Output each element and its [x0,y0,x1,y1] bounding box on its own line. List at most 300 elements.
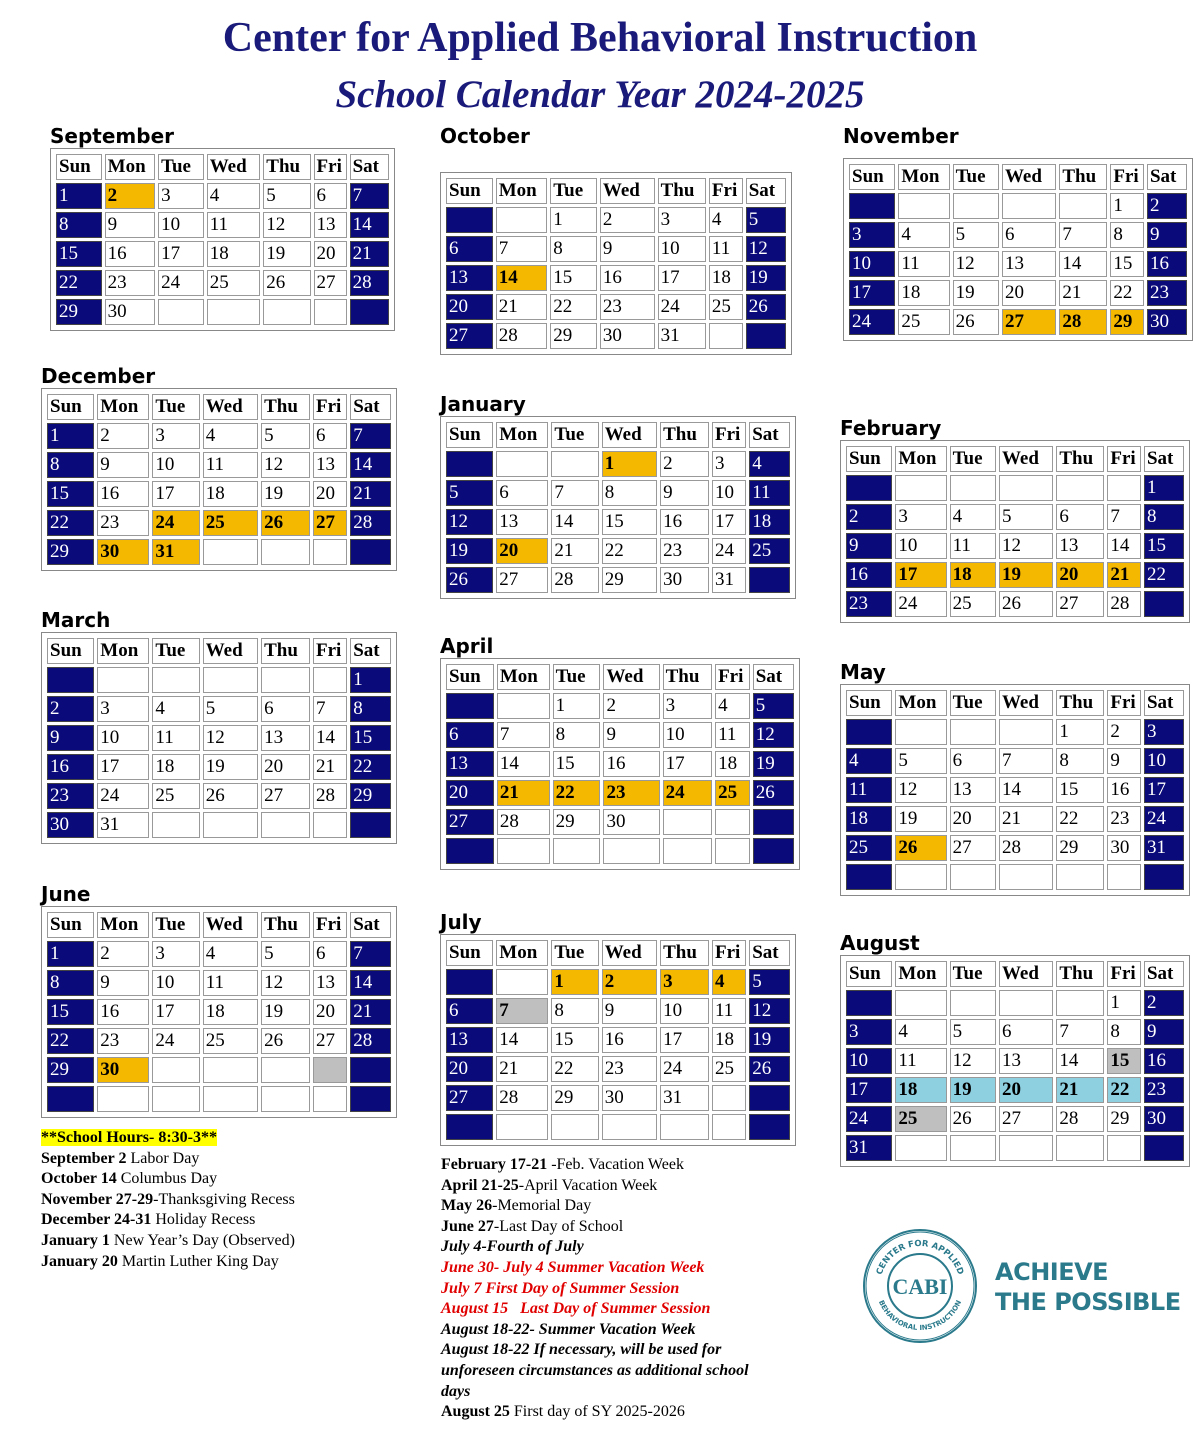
day-cell: 17 [152,481,199,507]
day-cell: 7 [1107,504,1141,530]
day-cell: 14 [496,1027,548,1053]
day-cell: 11 [715,722,750,748]
day-cell: 2 [97,423,149,449]
empty-cell [999,990,1053,1016]
day-cell: 7 [350,183,389,209]
day-cell: 21 [496,294,548,320]
day-cell: 20 [446,780,494,806]
day-cell: 9 [1144,1019,1184,1045]
empty-cell [497,838,550,864]
day-cell: 12 [261,452,310,478]
day-header: Tue [553,664,601,690]
day-header: Fri [715,664,750,690]
day-cell: 1 [1144,475,1184,501]
day-cell: 19 [950,1077,996,1103]
day-cell: 15 [550,265,597,291]
day-cell: 7 [551,480,598,506]
tagline-1: ACHIEVE [995,1258,1109,1286]
day-cell: 16 [97,481,149,507]
day-cell: 29 [56,299,102,325]
day-header: Fri [709,178,743,204]
empty-cell [753,809,794,835]
calendar-grid [843,958,1187,1164]
day-cell: 10 [152,970,199,996]
empty-cell [47,1086,94,1112]
day-cell: 22 [550,294,597,320]
note-item: September 2 Labor Day [41,1149,200,1167]
empty-cell [1144,591,1184,617]
note-item-red: August 15 Last Day of Summer Session [441,1300,711,1318]
note-item: January 20 Martin Luther King Day [41,1252,279,1270]
empty-cell [660,1114,709,1140]
month-name: July [440,910,482,934]
day-cell: 3 [663,693,713,719]
day-cell: 22 [47,510,94,536]
empty-cell [496,1114,548,1140]
day-cell: 10 [660,998,709,1024]
day-cell: 28 [497,809,550,835]
day-header: Thu [1056,961,1104,987]
day-header: Mon [496,422,548,448]
empty-cell [999,1135,1053,1161]
page-subtitle: School Calendar Year 2024-2025 [335,73,865,116]
empty-cell [950,475,996,501]
empty-cell [895,475,946,501]
empty-cell [551,1114,598,1140]
day-cell: 2 [1147,193,1187,219]
day-cell: 20 [313,999,347,1025]
day-cell: 9 [600,236,655,262]
empty-cell [1107,475,1141,501]
empty-cell [446,693,494,719]
empty-cell [350,539,391,565]
day-header: Fri [1107,961,1141,987]
calendar-grid [443,937,793,1143]
day-cell: 25 [203,510,258,536]
day-cell: 17 [1144,777,1184,803]
day-header: Wed [602,422,657,448]
empty-cell [746,323,786,349]
empty-cell [350,1086,391,1112]
school-hours: **School Hours- 8:30-3** [41,1129,217,1146]
day-cell: 23 [846,591,892,617]
logo-center: CABI [892,1274,948,1299]
day-cell: 3 [712,451,746,477]
day-cell: 20 [446,1056,493,1082]
day-cell: 13 [313,970,347,996]
empty-cell [709,323,743,349]
day-cell: 25 [898,309,949,335]
day-cell: 14 [350,970,391,996]
day-cell: 25 [749,538,790,564]
empty-cell [497,693,550,719]
day-cell: 5 [999,504,1053,530]
day-cell: 19 [203,754,258,780]
day-cell: 26 [261,510,310,536]
day-cell: 5 [446,480,493,506]
note-item: August 18-22- Summer Vacation Week [441,1320,696,1338]
day-cell: 14 [496,265,548,291]
calendar-grid [443,661,797,867]
empty-cell [553,838,601,864]
day-cell: 16 [105,241,155,267]
note-item: August 18-22 If necessary, will be used for [441,1341,722,1359]
day-header: Mon [496,940,548,966]
day-header: Sun [846,690,892,716]
day-cell: 12 [753,722,794,748]
day-cell: 22 [551,1056,598,1082]
day-cell: 2 [600,207,655,233]
empty-cell [446,969,493,995]
day-cell: 18 [207,241,261,267]
month-may [840,660,1190,896]
day-cell: 20 [261,754,310,780]
day-cell: 10 [1144,748,1184,774]
day-cell: 5 [746,207,786,233]
day-cell: 21 [313,754,347,780]
day-cell: 28 [1056,1106,1104,1132]
day-cell: 6 [496,480,548,506]
calendar-grid [443,419,793,596]
day-cell: 26 [953,309,999,335]
day-header: Mon [898,164,949,190]
day-cell: 4 [203,941,258,967]
day-cell: 4 [152,696,199,722]
day-cell: 6 [1056,504,1104,530]
day-cell: 12 [999,533,1053,559]
day-header: Tue [152,912,199,938]
day-cell: 27 [1002,309,1056,335]
month-november [843,124,1193,341]
day-cell: 21 [1107,562,1141,588]
day-cell: 5 [953,222,999,248]
day-cell: 9 [602,998,657,1024]
day-cell: 23 [660,538,709,564]
day-cell: 16 [600,265,655,291]
empty-cell [753,838,794,864]
day-header: Sun [446,940,493,966]
day-cell: 19 [953,280,999,306]
empty-cell [207,299,261,325]
day-cell: 9 [660,480,709,506]
day-header: Wed [203,394,258,420]
day-header: Mon [895,961,946,987]
day-cell: 27 [950,835,996,861]
empty-cell [1144,864,1184,890]
day-cell: 31 [1144,835,1184,861]
day-header: Sat [350,638,391,664]
day-header: Tue [950,446,996,472]
day-cell: 23 [602,1056,657,1082]
day-cell: 19 [261,481,310,507]
day-cell: 7 [999,748,1053,774]
day-header: Fri [313,638,347,664]
day-cell: 17 [97,754,149,780]
day-cell: 19 [895,806,946,832]
empty-cell [313,1057,347,1083]
empty-cell [999,864,1053,890]
day-cell: 27 [446,323,493,349]
day-cell: 20 [1056,562,1104,588]
empty-cell [603,838,659,864]
day-cell: 28 [1107,591,1141,617]
day-cell: 15 [1110,251,1144,277]
empty-cell [152,1086,199,1112]
day-cell: 27 [314,270,347,296]
day-cell: 4 [203,423,258,449]
day-cell: 19 [999,562,1053,588]
day-cell: 24 [712,538,746,564]
day-cell: 5 [263,183,310,209]
day-cell: 16 [1107,777,1141,803]
day-cell: 13 [314,212,347,238]
day-cell: 19 [753,751,794,777]
day-cell: 3 [152,423,199,449]
day-cell: 24 [663,780,713,806]
day-cell: 29 [553,809,601,835]
day-cell: 22 [1144,562,1184,588]
day-cell: 10 [846,1048,892,1074]
day-cell: 27 [313,1028,347,1054]
day-cell: 8 [47,970,94,996]
logo-ring-top: CENTER FOR APPLIED [874,1238,966,1277]
day-cell: 4 [207,183,261,209]
day-cell: 10 [849,251,895,277]
day-header: Sat [749,940,790,966]
empty-cell [950,990,996,1016]
day-header: Wed [203,912,258,938]
day-cell: 22 [1107,1077,1141,1103]
day-cell: 15 [553,751,601,777]
day-cell: 26 [999,591,1053,617]
day-cell: 1 [1110,193,1144,219]
day-cell: 5 [261,423,310,449]
empty-cell [261,539,310,565]
day-cell: 27 [261,783,310,809]
day-cell: 25 [950,591,996,617]
calendar-grid [846,161,1190,338]
day-cell: 25 [203,1028,258,1054]
empty-cell [496,207,548,233]
day-cell: 24 [658,294,706,320]
day-header: Sun [47,638,94,664]
day-cell: 14 [350,212,389,238]
day-header: Mon [97,912,149,938]
empty-cell [1056,990,1104,1016]
day-cell: 2 [603,693,659,719]
day-cell: 8 [47,452,94,478]
day-cell: 7 [350,941,391,967]
empty-cell [999,475,1053,501]
day-cell: 21 [999,806,1053,832]
day-cell: 15 [47,481,94,507]
day-cell: 28 [496,1085,548,1111]
month-september [50,124,395,331]
day-cell: 5 [749,969,790,995]
day-cell: 1 [551,969,598,995]
day-cell: 25 [895,1106,946,1132]
day-cell: 23 [97,1028,149,1054]
day-header: Thu [1059,164,1107,190]
day-cell: 13 [496,509,548,535]
day-cell: 7 [1056,1019,1104,1045]
day-cell: 29 [47,539,94,565]
day-cell: 5 [753,693,794,719]
day-cell: 12 [203,725,258,751]
day-cell: 6 [950,748,996,774]
day-cell: 6 [999,1019,1053,1045]
empty-cell [999,719,1053,745]
calendar-grid [443,175,789,352]
day-cell: 24 [660,1056,709,1082]
day-cell: 29 [1110,309,1144,335]
svg-text:CENTER FOR APPLIED [875,1239,965,1276]
month-name: November [843,124,959,148]
day-cell: 13 [261,725,310,751]
empty-cell [152,812,199,838]
day-cell: 17 [712,509,746,535]
day-cell: 17 [658,265,706,291]
day-cell: 11 [203,970,258,996]
day-cell: 13 [950,777,996,803]
day-header: Sat [753,664,794,690]
day-cell: 16 [1144,1048,1184,1074]
day-cell: 6 [1002,222,1056,248]
day-header: Tue [950,690,996,716]
day-cell: 21 [350,999,391,1025]
note-item: January 1 New Year’s Day (Observed) [41,1231,295,1249]
day-cell: 16 [846,562,892,588]
day-cell: 10 [158,212,204,238]
day-cell: 5 [261,941,310,967]
day-cell: 11 [898,251,949,277]
day-cell: 24 [846,1106,892,1132]
empty-cell [350,1057,391,1083]
day-cell: 13 [313,452,347,478]
day-header: Thu [660,940,709,966]
month-june [41,882,397,1118]
month-name: June [41,882,91,906]
day-header: Mon [105,154,155,180]
day-cell: 23 [47,783,94,809]
day-cell: 22 [1110,280,1144,306]
day-cell: 30 [602,1085,657,1111]
month-december [41,364,397,571]
day-cell: 2 [47,696,94,722]
day-cell: 18 [203,481,258,507]
day-cell: 23 [1107,806,1141,832]
empty-cell [97,667,149,693]
calendar-grid [53,151,392,328]
note-item: November 27-29-Thanksgiving Recess [41,1190,295,1208]
day-cell: 27 [1056,591,1104,617]
day-cell: 18 [895,1077,946,1103]
day-cell: 17 [846,1077,892,1103]
day-cell: 28 [999,835,1053,861]
empty-cell [953,193,999,219]
day-cell: 24 [895,591,946,617]
day-cell: 18 [712,1027,746,1053]
day-header: Tue [158,154,204,180]
day-cell: 8 [602,480,657,506]
empty-cell [849,193,895,219]
empty-cell [261,667,310,693]
day-cell: 14 [313,725,347,751]
day-cell: 16 [603,751,659,777]
day-cell: 12 [895,777,946,803]
empty-cell [263,299,310,325]
day-header: Sun [446,664,494,690]
day-cell: 6 [446,998,493,1024]
day-cell: 7 [1059,222,1107,248]
day-cell: 28 [1059,309,1107,335]
day-cell: 21 [350,481,391,507]
day-cell: 18 [898,280,949,306]
day-cell: 30 [47,812,94,838]
month-march [41,608,397,844]
empty-cell [446,1114,493,1140]
day-header: Thu [658,178,706,204]
day-cell: 27 [313,510,347,536]
day-header: Fri [1110,164,1144,190]
day-header: Thu [261,912,310,938]
day-cell: 17 [152,999,199,1025]
day-header: Fri [313,912,347,938]
month-october [440,124,792,355]
day-header: Sun [56,154,102,180]
day-header: Wed [999,690,1053,716]
day-cell: 25 [207,270,261,296]
day-cell: 10 [658,236,706,262]
empty-cell [313,539,347,565]
day-cell: 2 [602,969,657,995]
month-name: October [440,124,530,148]
day-cell: 28 [313,783,347,809]
day-cell: 22 [47,1028,94,1054]
day-cell: 8 [56,212,102,238]
month-april [440,634,800,870]
day-cell: 14 [1056,1048,1104,1074]
day-cell: 12 [261,970,310,996]
day-cell: 9 [97,452,149,478]
day-cell: 6 [261,696,310,722]
day-header: Thu [660,422,709,448]
day-cell: 18 [950,562,996,588]
empty-cell [203,1086,258,1112]
day-cell: 4 [709,207,743,233]
day-cell: 21 [1056,1077,1104,1103]
day-header: Mon [496,178,548,204]
empty-cell [152,1057,199,1083]
day-cell: 7 [496,998,548,1024]
day-cell: 18 [715,751,750,777]
day-header: Fri [1107,446,1141,472]
empty-cell [663,809,713,835]
day-cell: 9 [1147,222,1187,248]
empty-cell [261,1086,310,1112]
day-cell: 13 [1056,533,1104,559]
day-cell: 29 [1107,1106,1141,1132]
day-cell: 30 [603,809,659,835]
day-cell: 14 [497,751,550,777]
day-cell: 26 [203,783,258,809]
empty-cell [1002,193,1056,219]
day-header: Sat [746,178,786,204]
calendar-grid [843,687,1187,893]
empty-cell [950,719,996,745]
day-cell: 15 [56,241,102,267]
day-cell: 28 [350,270,389,296]
